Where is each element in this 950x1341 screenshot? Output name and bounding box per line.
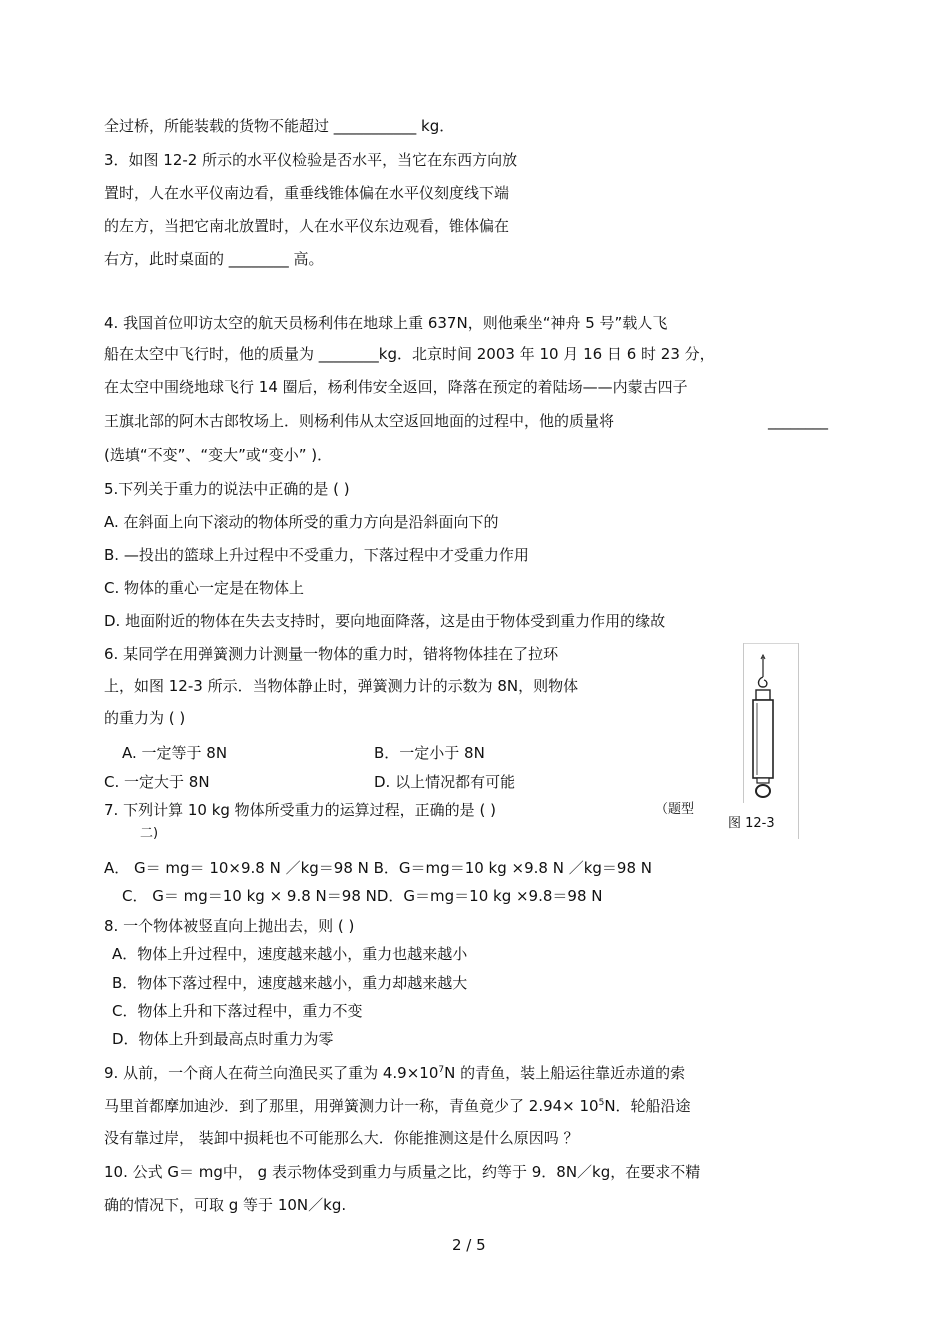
option-c: C. 物体的重心一定是在物体上 [104,579,305,597]
figure-caption: 图 12-3 [728,816,775,831]
options-cd: C． G＝ mg＝10 kg × 9.8 N＝98 ND．G＝mg＝10 kg ×9.8＝98 N [122,887,603,905]
page-number: 2 / 5 [452,1236,486,1254]
text-span: 9. 从前，一个商人在荷兰向渔民买了重为 4.9×10 [104,1064,439,1082]
text-line: 右方，此时桌面的 ________ 高。 [104,250,324,268]
exponent: 5 [598,1098,605,1108]
option-a: A. 一定等于 8N [122,744,228,762]
question-8: 8. 一个物体被竖直向上抛出去，则 ( ) [104,917,355,935]
question-4: 4. 我国首位叩访太空的航天员杨利伟在地球上重 637N，则他乘坐“神舟 5 号”载人飞 [104,314,668,332]
question-3: 3．如图 12-2 所示的水平仪检验是否水平，当它在东西方向放 [104,151,518,169]
option-c: C．物体上升和下落过程中，重力不变 [112,1002,363,1020]
question-7: 7. 下列计算 10 kg 物体所受重力的运算过程，正确的是 ( ) [104,801,496,819]
option-d: D. 地面附近的物体在失去支持时，要向地面降落，这是由于物体受到重力作用的缘故 [104,612,666,630]
question-9 [104,1063,685,1083]
question-5: 5.下列关于重力的说法中正确的是 ( ) [104,480,350,498]
text-line: 确的情况下，可取 g 等于 10N／kg. [104,1196,347,1214]
text-line: 置时，人在水平仪南边看，重垂线锥体偏在水平仪刻度线下端 [104,184,510,202]
option-c: C. 一定大于 8N [104,773,210,791]
text-line: 全过桥，所能装载的货物不能超过 ___________ kg． [104,117,455,135]
text-line: 的重力为 ( ) [104,709,186,727]
text-span: 马里首都摩加迪沙．到了那里，用弹簧测力计一称，青鱼竟少了 2.94× 10 [104,1097,599,1115]
text-line: 在太空中围绕地球飞行 14 圈后，杨利伟安全返回，降落在预定的着陆场——内蒙古四子 [104,378,688,396]
text-line [104,1096,691,1116]
question-6: 6. 某同学在用弹簧测力计测量一物体的重力时，错将物体挂在了拉环 [104,645,559,663]
question-type-note-cont: 二) [140,826,159,841]
text-span: N 的青鱼，装上船运往靠近赤道的索 [444,1064,686,1082]
text-line: 上，如图 12-3 所示．当物体静止时，弹簧测力计的示数为 8N，则物体 [104,677,579,695]
exponent: 7 [438,1065,445,1075]
question-10: 10. 公式 G＝ mg中， g 表示物体受到重力与质量之比，约等于 9．8N／kg，在要求不精 [104,1163,701,1181]
option-a: A．物体上升过程中，速度越来越小，重力也越来越小 [112,945,468,963]
text-line: (选填“不变”、“变大”或“变小” )． [104,446,333,464]
text-span: N．轮船沿途 [604,1097,691,1115]
option-b: B．物体下落过程中，速度越来越小，重力却越来越大 [112,974,468,992]
spring-scale-icon [743,643,799,803]
option-b: B．一定小于 8N [374,744,485,762]
options-ab: A． G＝ mg＝ 10×9.8 N ／kg＝98 N B．G＝mg＝10 kg ×9.8 N ／kg＝98 N [104,859,652,877]
option-a: A. 在斜面上向下滚动的物体所受的重力方向是沿斜面向下的 [104,513,499,531]
answer-blank: ________ [768,412,828,430]
spring-scale-figure [743,643,799,839]
option-b: B. —投出的篮球上升过程中不受重力，下落过程中才受重力作用 [104,546,529,564]
text-line: 船在太空中飞行时，他的质量为 ________kg．北京时间 2003 年 10 月 16 日 6 时 23 分， [104,345,715,363]
text-line: 没有靠过岸， 装卸中损耗也不可能那么大．你能推测这是什么原因吗 ？ [104,1129,579,1147]
option-d: D．物体上升到最高点时重力为零 [112,1030,334,1048]
text-line: 王旗北部的阿木古郎牧场上．则杨利伟从太空返回地面的过程中，他的质量将 [104,412,615,430]
question-type-note: （题型 [655,802,695,817]
text-line: 的左方，当把它南北放置时，人在水平仪东边观看，锥体偏在 [104,217,510,235]
option-d: D. 以上情况都有可能 [374,773,516,791]
